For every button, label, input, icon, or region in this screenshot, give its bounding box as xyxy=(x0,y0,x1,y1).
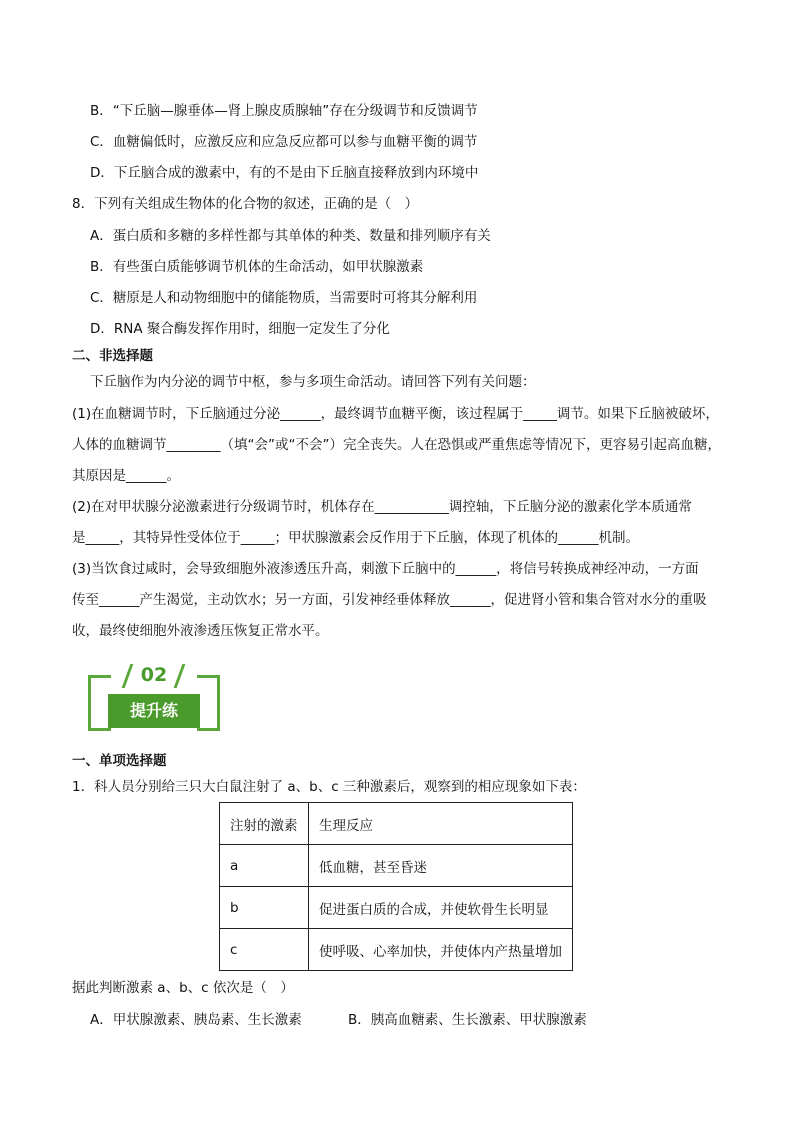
q-part2-line2: 是_____，其特异性受体位于_____；甲状腺激素会反作用于下丘脑，体现了机体的______机制。 xyxy=(72,530,639,546)
q-part3-line2: 传至______产生渴觉，主动饮水；另一方面，引发神经垂体释放______，促进肾小管和集合管对水分的重吸 xyxy=(72,592,707,608)
section-title-nonchoice: 二、非选择题 xyxy=(72,348,153,364)
q8-stem: 8．下列有关组成生物体的化合物的叙述，正确的是（ ） xyxy=(72,196,419,212)
q1-option-a: A．甲状腺激素、胰岛素、生长激素 xyxy=(90,1012,302,1028)
table-cell: 低血糖，甚至昏迷 xyxy=(309,845,573,887)
q8-option-b: B．有些蛋白质能够调节机体的生命活动，如甲状腺激素 xyxy=(90,259,424,275)
q1-question: 据此判断激素 a、b、c 依次是（ ） xyxy=(72,980,294,996)
badge-label: 提升练 xyxy=(108,694,200,728)
q7-option-b: B．“下丘脑—腺垂体—肾上腺皮质腺轴”存在分级调节和反馈调节 xyxy=(90,103,478,119)
table-cell: c xyxy=(220,929,309,971)
section-intro: 下丘脑作为内分泌的调节中枢，参与多项生命活动。请回答下列有关问题： xyxy=(90,374,536,390)
q-part1-line2: 人体的血糖调节________（填“会”或“不会”）完全丧失。人在恐惧或严重焦虑等情况下，更容易引起高血糖， xyxy=(72,437,721,453)
table-cell: a xyxy=(220,845,309,887)
q-part3-line3: 收，最终使细胞外液渗透压恢复正常水平。 xyxy=(72,623,329,639)
q8-option-a: A．蛋白质和多糖的多样性都与其单体的种类、数量和排列顺序有关 xyxy=(90,228,491,244)
table-row xyxy=(220,845,573,887)
badge-number: 02 xyxy=(140,664,168,686)
q-part2-line1: (2)在对甲状腺分泌激素进行分级调节时，机体存在___________调控轴，下丘脑分泌的激素化学本质通常 xyxy=(72,499,692,515)
table-cell: 使呼吸、心率加快，并使体内产热量增加 xyxy=(309,929,573,971)
q1-option-b: B．胰高血糖素、生长激素、甲状腺激素 xyxy=(348,1012,587,1028)
table-header: 注射的激素 xyxy=(220,803,309,845)
table-cell: 促进蛋白质的合成，并使软骨生长明显 xyxy=(309,887,573,929)
table-header-row xyxy=(220,803,573,845)
q7-option-c: C．血糖偏低时，应激反应和应急反应都可以参与血糖平衡的调节 xyxy=(90,134,478,150)
q-part1-line3: 其原因是______。 xyxy=(72,468,180,484)
badge-frame-right xyxy=(197,675,220,731)
q8-option-d: D．RNA 聚合酶发挥作用时，细胞一定发生了分化 xyxy=(90,321,390,337)
hormone-table xyxy=(219,802,573,971)
table-row xyxy=(220,929,573,971)
q-part1-line1: (1)在血糖调节时，下丘脑通过分泌______，最终调节血糖平衡，该过程属于_____调节。如果下丘脑被破坏， xyxy=(72,406,719,422)
section-badge xyxy=(88,662,220,730)
table-header: 生理反应 xyxy=(309,803,573,845)
q-part3-line1: (3)当饮食过咸时，会导致细胞外液渗透压升高，刺激下丘脑中的______，将信号转换成神经冲动，一方面 xyxy=(72,561,699,577)
table-row xyxy=(220,887,573,929)
q7-option-d: D．下丘脑合成的激素中，有的不是由下丘脑直接释放到内环境中 xyxy=(90,165,479,181)
q1-stem: 1．科人员分别给三只大白鼠注射了 a、b、c 三种激素后，观察到的相应现象如下表： xyxy=(72,779,586,795)
q8-option-c: C．糖原是人和动物细胞中的储能物质，当需要时可将其分解利用 xyxy=(90,290,478,306)
section-title-single-choice: 一、单项选择题 xyxy=(72,753,167,769)
table-cell: b xyxy=(220,887,309,929)
badge-slash-left xyxy=(122,664,134,688)
badge-slash-right xyxy=(174,664,186,688)
